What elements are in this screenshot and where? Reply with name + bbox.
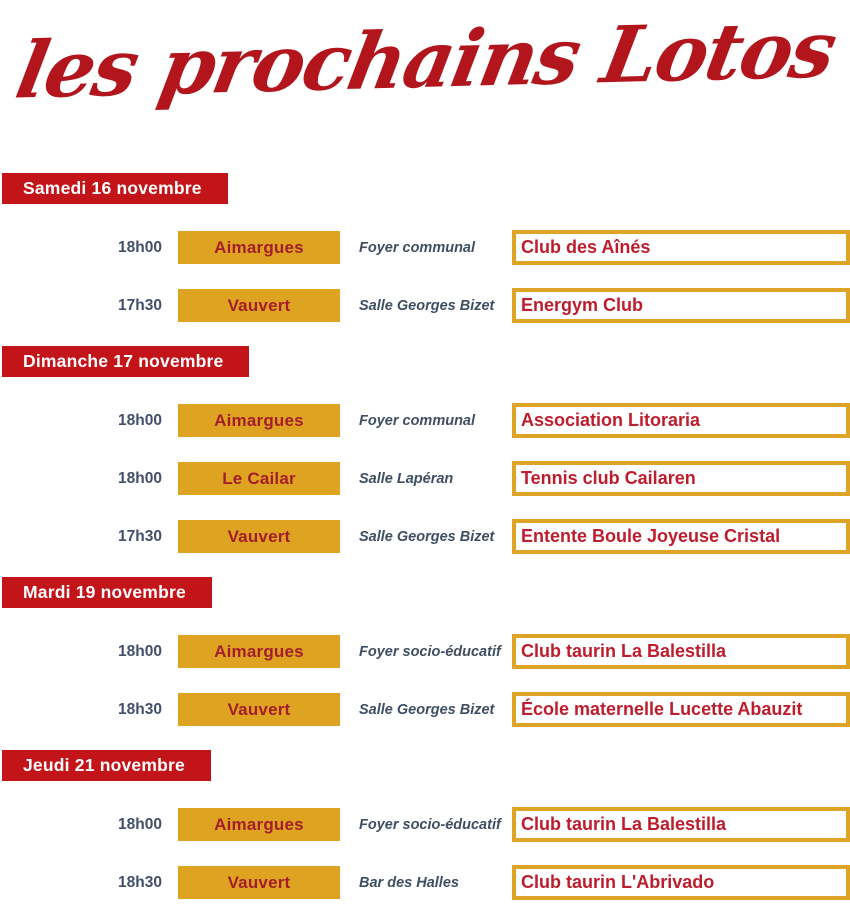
event-row <box>0 865 850 900</box>
event-club-box: Club taurin La Balestilla <box>512 634 850 669</box>
event-venue: Foyer communal <box>359 412 476 429</box>
event-time: 18h00 <box>118 469 162 487</box>
date-banner: Samedi 16 novembre <box>2 173 228 204</box>
event-time: 18h30 <box>118 873 162 891</box>
date-banner: Jeudi 21 novembre <box>2 750 211 781</box>
event-venue: Salle Georges Bizet <box>359 528 495 545</box>
event-row <box>0 519 850 554</box>
event-place-badge: Aimargues <box>178 404 340 437</box>
event-club-box: Club taurin La Balestilla <box>512 807 850 842</box>
section-samedi-16-novembre <box>0 173 850 323</box>
event-place-badge: Aimargues <box>178 635 340 668</box>
section-jeudi-21-novembre <box>0 750 850 900</box>
event-row <box>0 692 850 727</box>
event-place-badge: Vauvert <box>178 866 340 899</box>
section-mardi-19-novembre <box>0 577 850 727</box>
event-time: 18h00 <box>118 238 162 256</box>
event-time: 18h00 <box>118 815 162 833</box>
event-time: 18h00 <box>118 411 162 429</box>
event-venue: Salle Georges Bizet <box>359 297 495 314</box>
event-club-box: Association Litoraria <box>512 403 850 438</box>
page-title: les prochains Lotos <box>8 4 842 117</box>
event-time: 18h00 <box>118 642 162 660</box>
event-row <box>0 634 850 669</box>
event-row <box>0 403 850 438</box>
event-place-badge: Le Cailar <box>178 462 340 495</box>
event-venue: Salle Georges Bizet <box>359 701 495 718</box>
event-row <box>0 461 850 496</box>
event-place-badge: Vauvert <box>178 520 340 553</box>
event-row <box>0 230 850 265</box>
event-club-box: Energym Club <box>512 288 850 323</box>
event-venue: Salle Lapéran <box>359 470 454 487</box>
event-club-box: Club des Aînés <box>512 230 850 265</box>
event-venue: Foyer communal <box>359 239 476 256</box>
event-club-box: École maternelle Lucette Abauzit <box>512 692 850 727</box>
event-time: 18h30 <box>118 700 162 718</box>
event-time: 17h30 <box>118 296 162 314</box>
header <box>0 0 850 173</box>
event-club-box: Tennis club Cailaren <box>512 461 850 496</box>
date-banner: Dimanche 17 novembre <box>2 346 249 377</box>
event-venue: Foyer socio-éducatif <box>359 643 501 660</box>
event-place-badge: Vauvert <box>178 693 340 726</box>
date-banner: Mardi 19 novembre <box>2 577 212 608</box>
event-place-badge: Aimargues <box>178 231 340 264</box>
event-club-box: Entente Boule Joyeuse Cristal <box>512 519 850 554</box>
event-time: 17h30 <box>118 527 162 545</box>
event-club-box: Club taurin L'Abrivado <box>512 865 850 900</box>
event-venue: Foyer socio-éducatif <box>359 816 501 833</box>
event-venue: Bar des Halles <box>359 874 459 891</box>
event-row <box>0 807 850 842</box>
event-place-badge: Aimargues <box>178 808 340 841</box>
event-place-badge: Vauvert <box>178 289 340 322</box>
event-row <box>0 288 850 323</box>
section-dimanche-17-novembre <box>0 346 850 554</box>
